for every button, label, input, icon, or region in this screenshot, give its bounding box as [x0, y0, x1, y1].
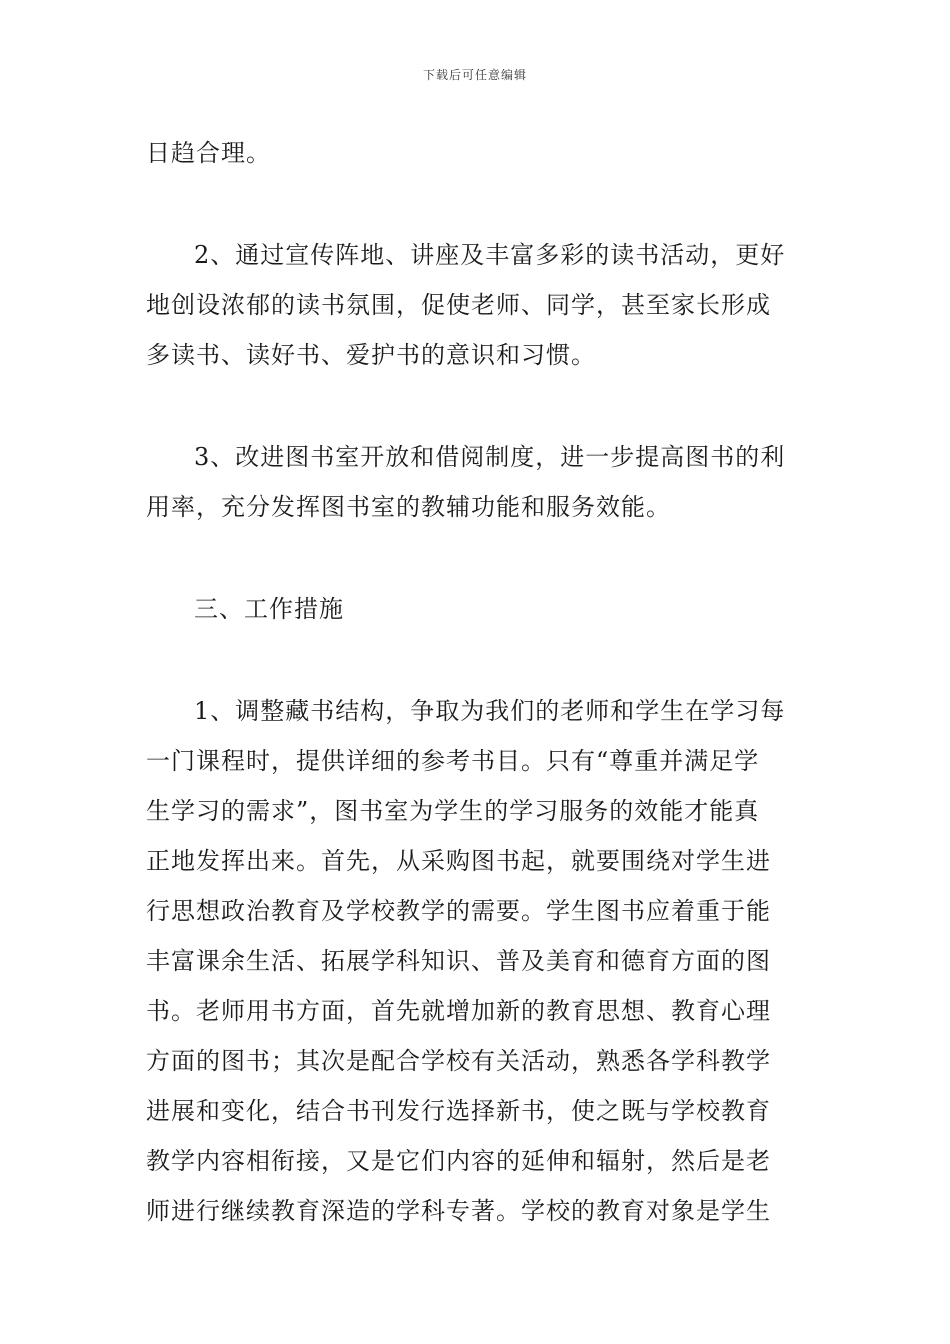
body-line: 行思想政治教育及学校教学的需要。学生图书应着重于能: [146, 897, 771, 925]
paragraph-gap: [146, 532, 810, 584]
page-header: 下载后可任意编辑: [422, 68, 527, 82]
paragraph-gap: [146, 178, 810, 230]
section-heading: 三、工作措施: [194, 595, 344, 623]
body-line: 师进行继续教育深造的学科专著。学校的教育对象是学生: [146, 1197, 771, 1225]
body-line: 日趋合理。: [146, 139, 271, 167]
body-line: 丰富课余生活、拓展学科知识、普及美育和德育方面的图: [146, 947, 771, 975]
body-line: 生学习的需求”，图书室为学生的学习服务的效能才能真: [146, 797, 760, 825]
body-line: 地创设浓郁的读书氛围，促使老师、同学，甚至家长形成: [146, 291, 771, 319]
paragraph-gap: [146, 380, 810, 432]
document-body: [146, 128, 810, 1236]
body-line: 方面的图书；其次是配合学校有关活动，熟悉各学科教学: [146, 1047, 771, 1075]
body-line: 用率，充分发挥图书室的教辅功能和服务效能。: [146, 493, 671, 521]
body-line: 教学内容相衔接，又是它们内容的延伸和辐射，然后是老: [146, 1147, 771, 1175]
paragraph-first-line: 1、调整藏书结构，争取为我们的老师和学生在学习每: [194, 697, 786, 725]
body-line: 一门课程时，提供详细的参考书目。只有“尊重并满足学: [146, 747, 760, 775]
body-line: 多读书、读好书、爱护书的意识和习惯。: [146, 341, 596, 369]
body-line: 正地发挥出来。首先，从采购图书起，就要围绕对学生进: [146, 847, 771, 875]
body-line: 进展和变化，结合书刊发行选择新书，使之既与学校教育: [146, 1097, 771, 1125]
paragraph-gap: [146, 634, 810, 686]
paragraph-first-line: 2、通过宣传阵地、讲座及丰富多彩的读书活动，更好: [194, 241, 786, 269]
paragraph-first-line: 3、改进图书室开放和借阅制度，进一步提高图书的利: [194, 443, 786, 471]
body-line: 书。老师用书方面，首先就增加新的教育思想、教育心理: [146, 997, 771, 1025]
